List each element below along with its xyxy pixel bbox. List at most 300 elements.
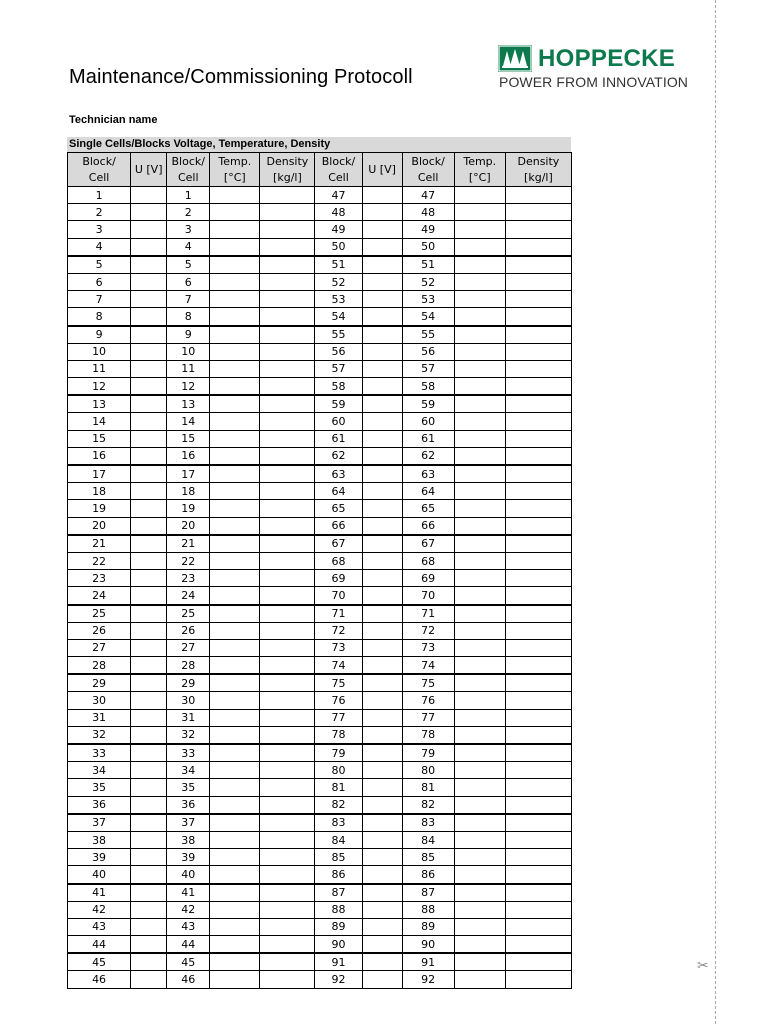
entry-cell[interactable] [210, 326, 260, 344]
entry-cell[interactable] [131, 291, 167, 308]
table-row [68, 831, 572, 848]
entry-cell[interactable] [505, 465, 571, 483]
entry-cell[interactable] [210, 517, 260, 535]
entry-cell[interactable] [131, 657, 167, 675]
entry-cell[interactable] [505, 674, 571, 692]
entry-cell[interactable] [505, 762, 571, 779]
cell-number: 54 [402, 308, 454, 326]
entry-cell[interactable] [131, 500, 167, 517]
entry-cell[interactable] [131, 360, 167, 377]
entry-cell[interactable] [454, 360, 505, 377]
entry-cell[interactable] [210, 674, 260, 692]
entry-cell[interactable] [260, 953, 315, 971]
entry-cell[interactable] [454, 657, 505, 675]
entry-cell[interactable] [210, 884, 260, 902]
entry-cell[interactable] [131, 483, 167, 500]
entry-cell[interactable] [260, 413, 315, 430]
cell-number: 63 [402, 465, 454, 483]
entry-cell[interactable] [454, 413, 505, 430]
entry-cell[interactable] [210, 378, 260, 396]
entry-cell[interactable] [505, 291, 571, 308]
entry-cell[interactable] [131, 849, 167, 866]
entry-cell[interactable] [210, 500, 260, 517]
entry-cell[interactable] [505, 587, 571, 605]
entry-cell[interactable] [454, 901, 505, 918]
table-row [68, 936, 572, 954]
entry-cell[interactable] [362, 326, 402, 344]
entry-cell[interactable] [210, 726, 260, 744]
entry-cell[interactable] [131, 953, 167, 971]
entry-cell[interactable] [362, 343, 402, 360]
entry-cell[interactable] [131, 796, 167, 814]
entry-cell[interactable] [362, 483, 402, 500]
entry-cell[interactable] [131, 709, 167, 726]
entry-cell[interactable] [260, 692, 315, 709]
entry-cell[interactable] [505, 256, 571, 274]
entry-cell[interactable] [454, 326, 505, 344]
entry-cell[interactable] [210, 657, 260, 675]
entry-cell[interactable] [505, 709, 571, 726]
entry-cell[interactable] [505, 343, 571, 360]
entry-cell[interactable] [362, 692, 402, 709]
cell-number: 18 [167, 483, 210, 500]
entry-cell[interactable] [210, 413, 260, 430]
entry-cell[interactable] [210, 552, 260, 569]
entry-cell[interactable] [362, 570, 402, 587]
entry-cell[interactable] [362, 517, 402, 535]
entry-cell[interactable] [362, 535, 402, 553]
entry-cell[interactable] [454, 378, 505, 396]
entry-cell[interactable] [505, 657, 571, 675]
cell-number: 40 [167, 866, 210, 884]
entry-cell[interactable] [362, 187, 402, 204]
entry-cell[interactable] [454, 517, 505, 535]
entry-cell[interactable] [131, 535, 167, 553]
entry-cell[interactable] [505, 936, 571, 954]
entry-cell[interactable] [362, 256, 402, 274]
entry-cell[interactable] [362, 953, 402, 971]
entry-cell[interactable] [505, 360, 571, 377]
entry-cell[interactable] [131, 726, 167, 744]
entry-cell[interactable] [131, 395, 167, 413]
entry-cell[interactable] [505, 187, 571, 204]
entry-cell[interactable] [505, 884, 571, 902]
entry-cell[interactable] [260, 500, 315, 517]
entry-cell[interactable] [505, 570, 571, 587]
entry-cell[interactable] [131, 273, 167, 290]
entry-cell[interactable] [210, 483, 260, 500]
entry-cell[interactable] [260, 605, 315, 623]
entry-cell[interactable] [210, 204, 260, 221]
cell-number: 53 [315, 291, 362, 308]
entry-cell[interactable] [454, 535, 505, 553]
entry-cell[interactable] [362, 657, 402, 675]
entry-cell[interactable] [260, 762, 315, 779]
entry-cell[interactable] [505, 204, 571, 221]
cell-number: 52 [315, 273, 362, 290]
entry-cell[interactable] [454, 831, 505, 848]
entry-cell[interactable] [505, 430, 571, 447]
entry-cell[interactable] [362, 936, 402, 954]
entry-cell[interactable] [210, 291, 260, 308]
entry-cell[interactable] [362, 308, 402, 326]
entry-cell[interactable] [260, 744, 315, 762]
entry-cell[interactable] [210, 936, 260, 954]
entry-cell[interactable] [210, 308, 260, 326]
entry-cell[interactable] [505, 535, 571, 553]
entry-cell[interactable] [505, 831, 571, 848]
entry-cell[interactable] [260, 779, 315, 796]
entry-cell[interactable] [505, 849, 571, 866]
entry-cell[interactable] [362, 744, 402, 762]
entry-cell[interactable] [362, 430, 402, 447]
entry-cell[interactable] [454, 953, 505, 971]
entry-cell[interactable] [131, 326, 167, 344]
entry-cell[interactable] [260, 971, 315, 988]
entry-cell[interactable] [454, 291, 505, 308]
entry-cell[interactable] [260, 918, 315, 935]
entry-cell[interactable] [454, 866, 505, 884]
entry-cell[interactable] [131, 622, 167, 639]
entry-cell[interactable] [362, 796, 402, 814]
entry-cell[interactable] [362, 273, 402, 290]
cell-number: 90 [315, 936, 362, 954]
entry-cell[interactable] [362, 465, 402, 483]
entry-cell[interactable] [362, 971, 402, 988]
entry-cell[interactable] [454, 762, 505, 779]
entry-cell[interactable] [362, 221, 402, 238]
cell-number: 7 [167, 291, 210, 308]
entry-cell[interactable] [362, 500, 402, 517]
entry-cell[interactable] [131, 779, 167, 796]
entry-cell[interactable] [505, 326, 571, 344]
entry-cell[interactable] [210, 831, 260, 848]
entry-cell[interactable] [454, 552, 505, 569]
entry-cell[interactable] [454, 430, 505, 447]
entry-cell[interactable] [454, 814, 505, 832]
entry-cell[interactable] [210, 360, 260, 377]
cell-number: 16 [167, 447, 210, 465]
entry-cell[interactable] [210, 901, 260, 918]
entry-cell[interactable] [210, 692, 260, 709]
entry-cell[interactable] [131, 343, 167, 360]
entry-cell[interactable] [362, 831, 402, 848]
entry-cell[interactable] [505, 413, 571, 430]
entry-cell[interactable] [505, 378, 571, 396]
entry-cell[interactable] [362, 238, 402, 256]
entry-cell[interactable] [362, 291, 402, 308]
entry-cell[interactable] [362, 674, 402, 692]
entry-cell[interactable] [260, 238, 315, 256]
entry-cell[interactable] [210, 570, 260, 587]
entry-cell[interactable] [131, 762, 167, 779]
entry-cell[interactable] [454, 709, 505, 726]
entry-cell[interactable] [454, 465, 505, 483]
entry-cell[interactable] [454, 238, 505, 256]
entry-cell[interactable] [505, 918, 571, 935]
entry-cell[interactable] [260, 709, 315, 726]
entry-cell[interactable] [260, 552, 315, 569]
entry-cell[interactable] [454, 936, 505, 954]
entry-cell[interactable] [362, 395, 402, 413]
cell-number: 11 [68, 360, 131, 377]
entry-cell[interactable] [362, 552, 402, 569]
entry-cell[interactable] [210, 238, 260, 256]
entry-cell[interactable] [505, 953, 571, 971]
entry-cell[interactable] [260, 622, 315, 639]
entry-cell[interactable] [454, 343, 505, 360]
entry-cell[interactable] [362, 901, 402, 918]
entry-cell[interactable] [505, 726, 571, 744]
entry-cell[interactable] [362, 413, 402, 430]
entry-cell[interactable] [454, 500, 505, 517]
entry-cell[interactable] [260, 256, 315, 274]
entry-cell[interactable] [260, 866, 315, 884]
entry-cell[interactable] [260, 465, 315, 483]
entry-cell[interactable] [505, 814, 571, 832]
entry-cell[interactable] [210, 605, 260, 623]
entry-cell[interactable] [131, 430, 167, 447]
cut-line [715, 0, 716, 1024]
entry-cell[interactable] [260, 395, 315, 413]
entry-cell[interactable] [362, 918, 402, 935]
entry-cell[interactable] [210, 744, 260, 762]
entry-cell[interactable] [260, 639, 315, 656]
entry-cell[interactable] [505, 308, 571, 326]
entry-cell[interactable] [131, 936, 167, 954]
entry-cell[interactable] [131, 901, 167, 918]
entry-cell[interactable] [454, 447, 505, 465]
entry-cell[interactable] [260, 849, 315, 866]
entry-cell[interactable] [505, 517, 571, 535]
entry-cell[interactable] [131, 866, 167, 884]
entry-cell[interactable] [454, 570, 505, 587]
cell-number: 3 [68, 221, 131, 238]
entry-cell[interactable] [260, 447, 315, 465]
entry-cell[interactable] [362, 360, 402, 377]
cell-number: 60 [402, 413, 454, 430]
entry-cell[interactable] [454, 971, 505, 988]
entry-cell[interactable] [362, 762, 402, 779]
entry-cell[interactable] [454, 273, 505, 290]
entry-cell[interactable] [362, 447, 402, 465]
entry-cell[interactable] [362, 709, 402, 726]
entry-cell[interactable] [454, 256, 505, 274]
entry-cell[interactable] [131, 587, 167, 605]
entry-cell[interactable] [260, 360, 315, 377]
entry-cell[interactable] [362, 779, 402, 796]
entry-cell[interactable] [260, 901, 315, 918]
entry-cell[interactable] [210, 273, 260, 290]
entry-cell[interactable] [131, 413, 167, 430]
entry-cell[interactable] [260, 936, 315, 954]
entry-cell[interactable] [131, 692, 167, 709]
entry-cell[interactable] [505, 901, 571, 918]
entry-cell[interactable] [362, 605, 402, 623]
entry-cell[interactable] [131, 517, 167, 535]
entry-cell[interactable] [362, 884, 402, 902]
entry-cell[interactable] [210, 918, 260, 935]
entry-cell[interactable] [454, 187, 505, 204]
entry-cell[interactable] [505, 447, 571, 465]
entry-cell[interactable] [362, 204, 402, 221]
cell-number: 20 [68, 517, 131, 535]
entry-cell[interactable] [260, 430, 315, 447]
entry-cell[interactable] [131, 831, 167, 848]
table-row [68, 779, 572, 796]
entry-cell[interactable] [210, 343, 260, 360]
entry-cell[interactable] [131, 238, 167, 256]
entry-cell[interactable] [260, 221, 315, 238]
entry-cell[interactable] [505, 221, 571, 238]
entry-cell[interactable] [210, 256, 260, 274]
entry-cell[interactable] [131, 605, 167, 623]
entry-cell[interactable] [260, 814, 315, 832]
entry-cell[interactable] [210, 796, 260, 814]
entry-cell[interactable] [131, 744, 167, 762]
entry-cell[interactable] [131, 814, 167, 832]
entry-cell[interactable] [260, 187, 315, 204]
entry-cell[interactable] [260, 343, 315, 360]
entry-cell[interactable] [210, 709, 260, 726]
entry-cell[interactable] [260, 517, 315, 535]
entry-cell[interactable] [454, 674, 505, 692]
entry-cell[interactable] [454, 587, 505, 605]
entry-cell[interactable] [260, 326, 315, 344]
entry-cell[interactable] [505, 779, 571, 796]
entry-cell[interactable] [454, 692, 505, 709]
table-row [68, 500, 572, 517]
cell-number: 86 [315, 866, 362, 884]
entry-cell[interactable] [505, 483, 571, 500]
entry-cell[interactable] [260, 291, 315, 308]
entry-cell[interactable] [505, 552, 571, 569]
entry-cell[interactable] [362, 814, 402, 832]
entry-cell[interactable] [210, 953, 260, 971]
entry-cell[interactable] [131, 465, 167, 483]
entry-cell[interactable] [505, 238, 571, 256]
entry-cell[interactable] [505, 971, 571, 988]
entry-cell[interactable] [210, 187, 260, 204]
entry-cell[interactable] [210, 762, 260, 779]
entry-cell[interactable] [260, 674, 315, 692]
entry-cell[interactable] [210, 866, 260, 884]
entry-cell[interactable] [131, 187, 167, 204]
entry-cell[interactable] [362, 587, 402, 605]
entry-cell[interactable] [131, 378, 167, 396]
entry-cell[interactable] [505, 639, 571, 656]
entry-cell[interactable] [362, 726, 402, 744]
entry-cell[interactable] [454, 744, 505, 762]
entry-cell[interactable] [454, 605, 505, 623]
entry-cell[interactable] [260, 657, 315, 675]
entry-cell[interactable] [454, 779, 505, 796]
entry-cell[interactable] [131, 308, 167, 326]
entry-cell[interactable] [210, 849, 260, 866]
entry-cell[interactable] [260, 587, 315, 605]
entry-cell[interactable] [260, 831, 315, 848]
entry-cell[interactable] [505, 692, 571, 709]
entry-cell[interactable] [362, 378, 402, 396]
entry-cell[interactable] [362, 849, 402, 866]
entry-cell[interactable] [454, 308, 505, 326]
entry-cell[interactable] [131, 256, 167, 274]
entry-cell[interactable] [454, 884, 505, 902]
entry-cell[interactable] [505, 744, 571, 762]
entry-cell[interactable] [260, 535, 315, 553]
entry-cell[interactable] [454, 483, 505, 500]
entry-cell[interactable] [210, 430, 260, 447]
entry-cell[interactable] [131, 918, 167, 935]
column-header: U [V] [362, 153, 402, 187]
entry-cell[interactable] [362, 866, 402, 884]
entry-cell[interactable] [210, 814, 260, 832]
table-row [68, 674, 572, 692]
entry-cell[interactable] [131, 971, 167, 988]
entry-cell[interactable] [210, 587, 260, 605]
entry-cell[interactable] [131, 447, 167, 465]
entry-cell[interactable] [505, 796, 571, 814]
entry-cell[interactable] [260, 483, 315, 500]
entry-cell[interactable] [210, 622, 260, 639]
entry-cell[interactable] [454, 796, 505, 814]
entry-cell[interactable] [210, 395, 260, 413]
entry-cell[interactable] [505, 605, 571, 623]
entry-cell[interactable] [210, 221, 260, 238]
entry-cell[interactable] [210, 971, 260, 988]
entry-cell[interactable] [131, 570, 167, 587]
entry-cell[interactable] [454, 622, 505, 639]
entry-cell[interactable] [505, 273, 571, 290]
entry-cell[interactable] [362, 639, 402, 656]
entry-cell[interactable] [505, 500, 571, 517]
entry-cell[interactable] [505, 622, 571, 639]
entry-cell[interactable] [260, 726, 315, 744]
entry-cell[interactable] [210, 465, 260, 483]
entry-cell[interactable] [131, 674, 167, 692]
entry-cell[interactable] [505, 395, 571, 413]
entry-cell[interactable] [260, 884, 315, 902]
entry-cell[interactable] [131, 884, 167, 902]
cell-number: 61 [402, 430, 454, 447]
entry-cell[interactable] [454, 849, 505, 866]
entry-cell[interactable] [260, 273, 315, 290]
entry-cell[interactable] [454, 918, 505, 935]
entry-cell[interactable] [260, 570, 315, 587]
entry-cell[interactable] [454, 221, 505, 238]
entry-cell[interactable] [131, 221, 167, 238]
entry-cell[interactable] [454, 639, 505, 656]
entry-cell[interactable] [210, 639, 260, 656]
entry-cell[interactable] [454, 395, 505, 413]
entry-cell[interactable] [454, 204, 505, 221]
entry-cell[interactable] [454, 726, 505, 744]
table-row [68, 378, 572, 396]
entry-cell[interactable] [260, 308, 315, 326]
cell-number: 6 [167, 273, 210, 290]
entry-cell[interactable] [131, 204, 167, 221]
entry-cell[interactable] [260, 378, 315, 396]
entry-cell[interactable] [505, 866, 571, 884]
entry-cell[interactable] [260, 796, 315, 814]
entry-cell[interactable] [362, 622, 402, 639]
entry-cell[interactable] [131, 639, 167, 656]
entry-cell[interactable] [210, 447, 260, 465]
entry-cell[interactable] [131, 552, 167, 569]
entry-cell[interactable] [210, 779, 260, 796]
entry-cell[interactable] [260, 204, 315, 221]
entry-cell[interactable] [210, 535, 260, 553]
